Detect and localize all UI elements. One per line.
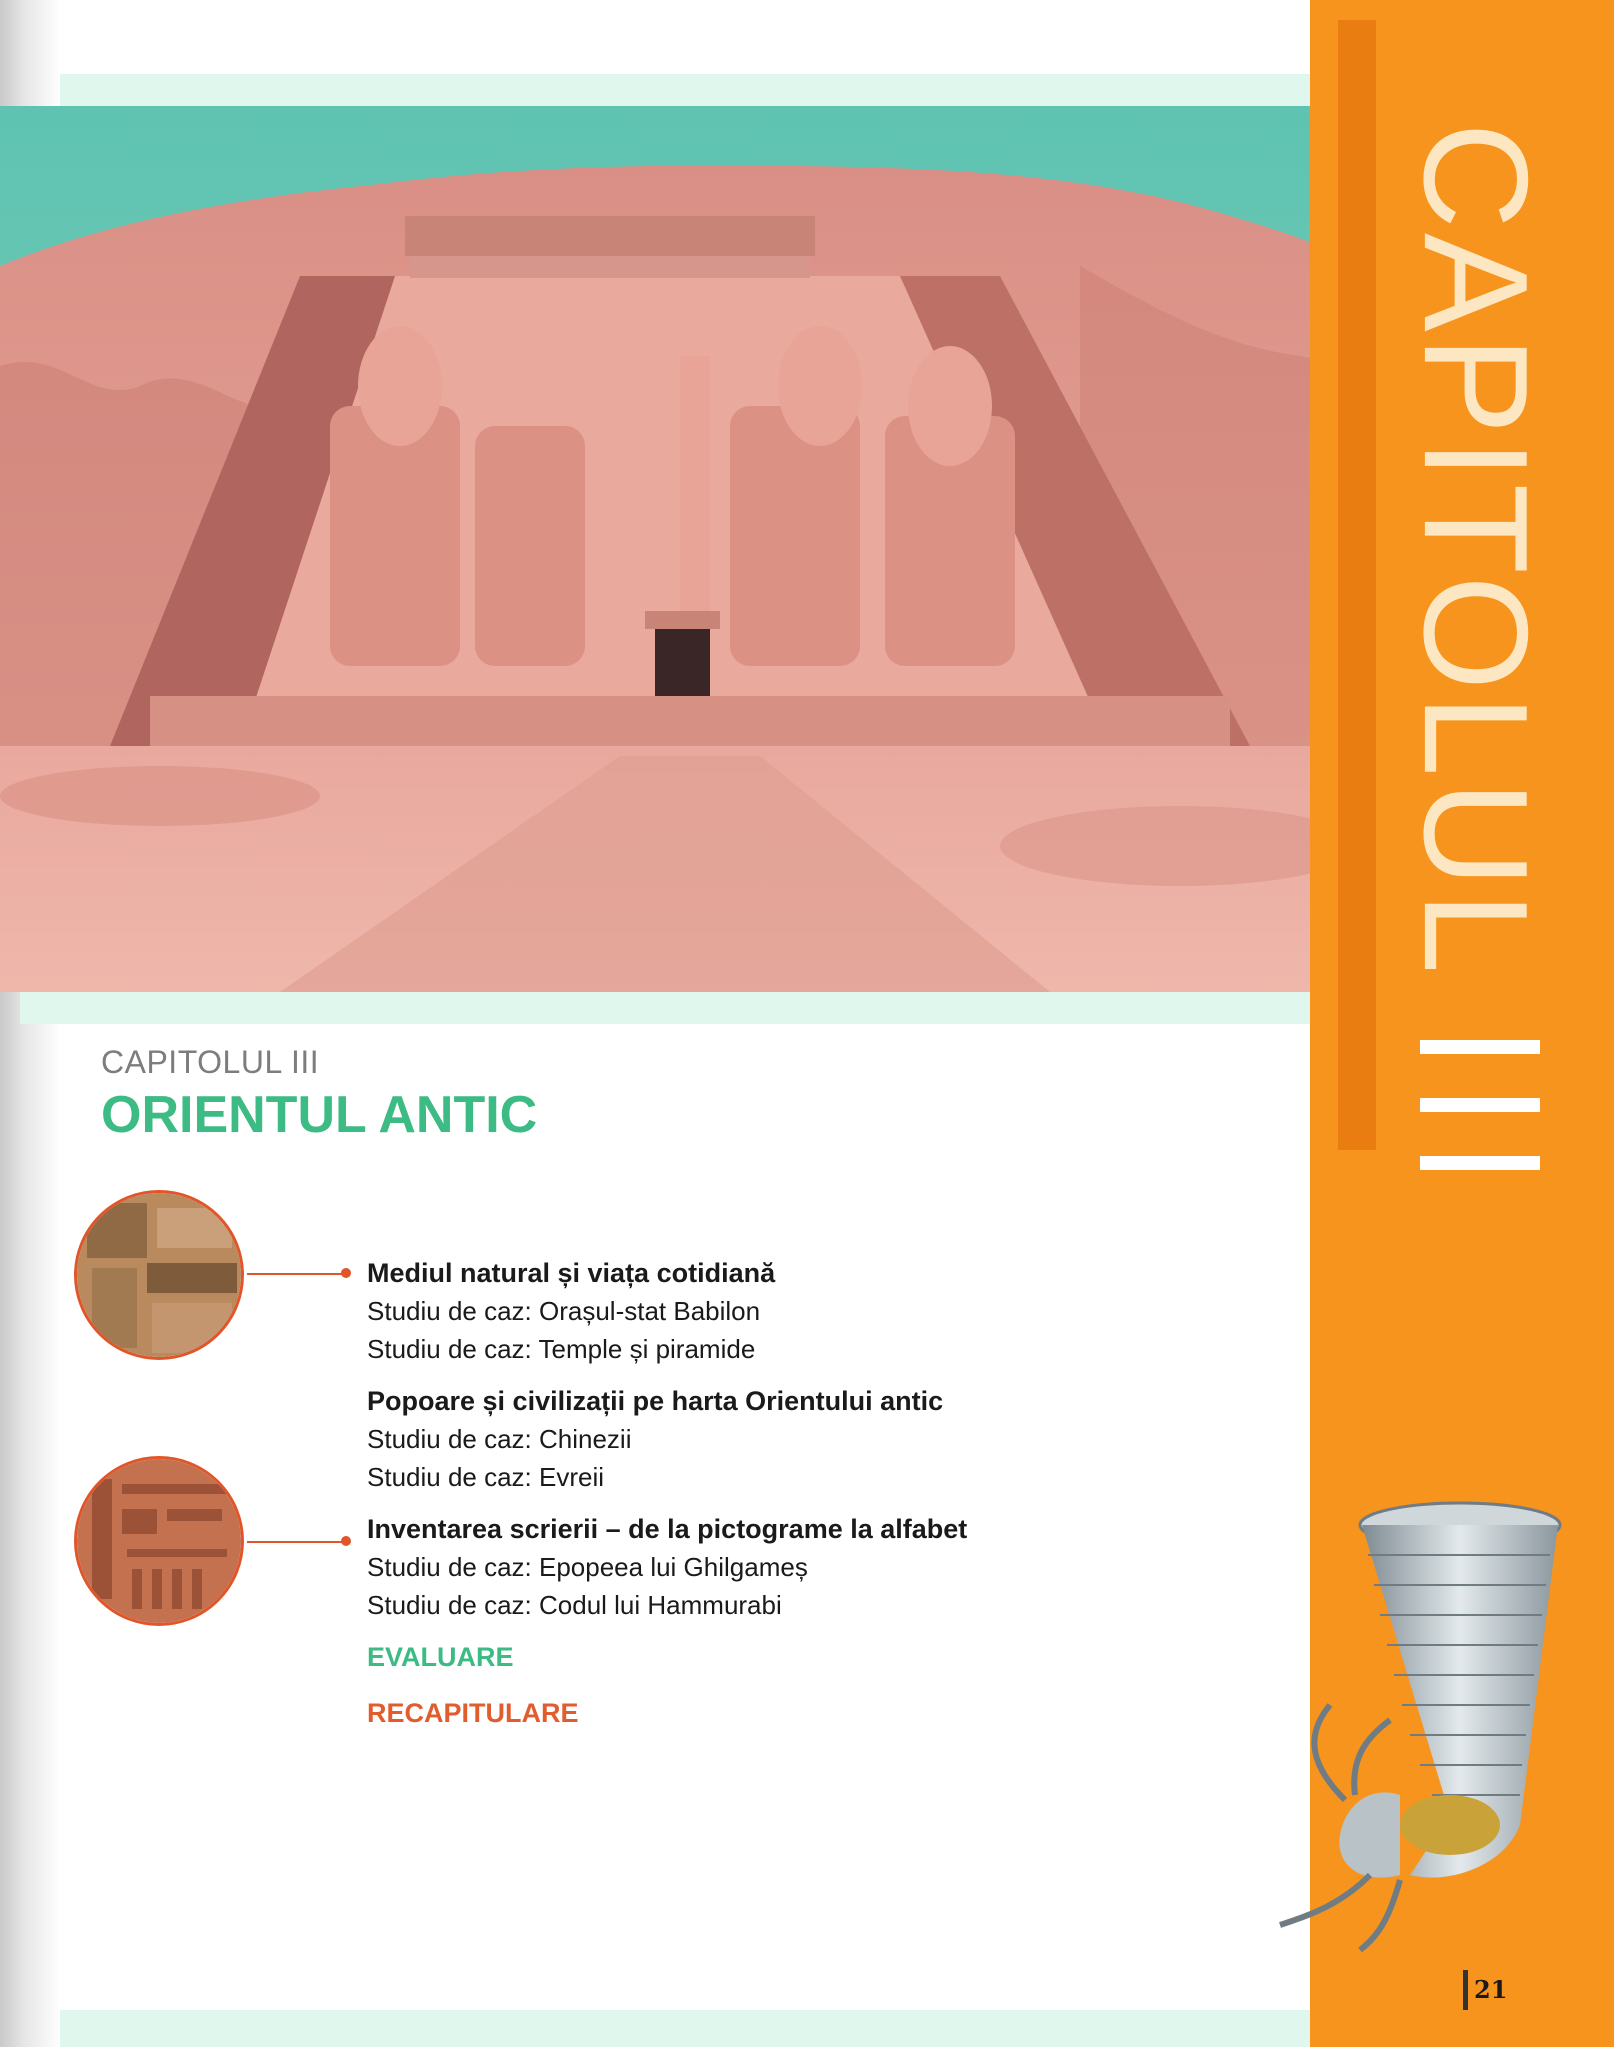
medallion-1-connector xyxy=(247,1273,345,1275)
toc-case-study: Studiu de caz: Temple și piramide xyxy=(367,1334,756,1364)
chapter-kicker: CAPITOLUL III xyxy=(101,1044,320,1080)
medallion-relief-image xyxy=(74,1190,244,1360)
toc-case-study: Studiu de caz: Codul lui Hammurabi xyxy=(367,1590,782,1620)
medallion-2-connector-dot xyxy=(341,1536,351,1546)
toc-section-heading: Inventarea scrierii – de la pictograme la alfabet xyxy=(367,1514,968,1544)
toc-evaluation: EVALUARE xyxy=(367,1642,514,1672)
toc-section xyxy=(367,1254,1267,1368)
toc-section-heading: Mediul natural și viața cotidiană xyxy=(367,1258,776,1288)
numeral-bar-3 xyxy=(1420,1156,1540,1170)
toc-section xyxy=(367,1382,1267,1496)
mint-accent-top xyxy=(60,74,1310,110)
toc-case-study: Studiu de caz: Evreii xyxy=(367,1462,605,1492)
medallion-hieroglyph-image xyxy=(74,1456,244,1626)
medallion-2-connector xyxy=(247,1541,345,1543)
sidebar-roman-numeral xyxy=(1420,1040,1540,1170)
numeral-bar-1 xyxy=(1420,1040,1540,1054)
toc-recap: RECAPITULARE xyxy=(367,1698,579,1728)
mint-accent-bottom xyxy=(60,2010,1310,2047)
rhyton-illustration xyxy=(1250,1495,1580,1955)
toc-case-study: Studiu de caz: Chinezii xyxy=(367,1424,632,1454)
page-number: 21 xyxy=(1474,1975,1508,2004)
toc-case-study: Studiu de caz: Orașul-stat Babilon xyxy=(367,1296,761,1326)
numeral-bar-2 xyxy=(1420,1098,1540,1112)
sidebar-chapter-word xyxy=(1393,100,1558,1000)
hero-photo-abu-simbel xyxy=(0,106,1375,992)
toc-case-study: Studiu de caz: Epopeea lui Ghilgameș xyxy=(367,1552,808,1582)
page-number-bar xyxy=(1463,1970,1468,2010)
sidebar-chapter-word-text: CAPITOLUL xyxy=(1393,122,1558,978)
sidebar-shade-strip xyxy=(1338,20,1376,1150)
toc-section xyxy=(367,1510,1267,1624)
mint-accent-under-photo xyxy=(20,990,1310,1024)
toc-section-heading: Popoare și civilizații pe harta Orientului antic xyxy=(367,1386,944,1416)
chapter-contents xyxy=(367,1254,1267,1732)
medallion-1-connector-dot xyxy=(341,1268,351,1278)
chapter-title: ORIENTUL ANTIC xyxy=(101,1086,538,1144)
